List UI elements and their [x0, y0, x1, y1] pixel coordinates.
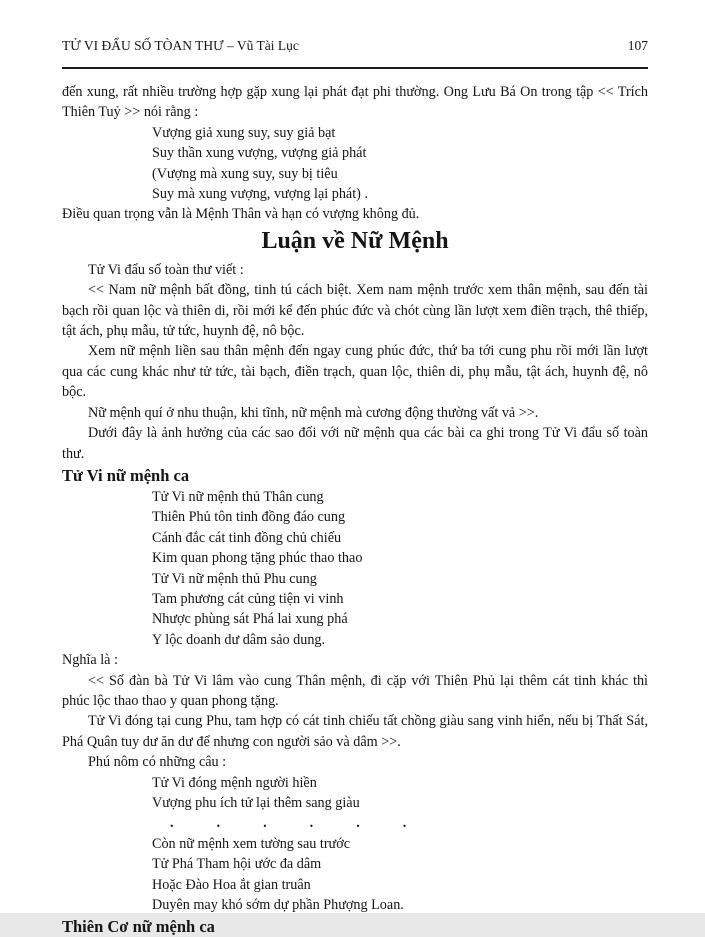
dot: .: [356, 815, 360, 832]
paragraph: Tử Vi đóng tại cung Phu, tam hợp có cát tinh chiếu tất chồng giàu sang vinh hiển, nếu bị Thất Sát, Phá Quân tuy dư ăn dư để nhưng con người sảo và dâm >>.: [62, 713, 648, 750]
paragraph: << Nam nữ mệnh bất đồng, tinh tú cách biệt. Xem nam mệnh trước xem thân mệnh, sau đến tài bạch rồi quan lộc và thiên di, rồi mới kể đến phúc đức và chót cùng lần lượt xem điền trạch, thê thiếp, tật ách, phụ mẫu, tử tức, huynh đệ, nô bộc.: [62, 282, 648, 340]
verse-line: Nhược phùng sát Phá lai xung phá: [152, 611, 348, 628]
verse-line: Vượng phu ích tử lại thêm sang giàu: [152, 795, 360, 811]
page-body: [62, 82, 648, 937]
verse-line: Duyên may khó sớm dự phần Phượng Loan.: [152, 897, 404, 914]
tu-vi-ca-verse-block: [152, 487, 648, 650]
verse-line: Cánh đắc cát tinh đồng chủ chiếu: [152, 529, 342, 546]
verse-line: Tử Vi đóng mệnh người hiền: [152, 774, 317, 791]
page-number: 107: [627, 38, 648, 53]
dotted-separator: [170, 813, 648, 833]
sub-heading-tu-vi-ca: Tử Vi nữ mệnh ca: [62, 465, 190, 485]
sub-heading-thien-co-ca: Thiên Cơ nữ mệnh ca: [62, 917, 215, 937]
header-rule: [62, 67, 648, 69]
verse-line: Thiên Phủ tôn tinh đồng đáo cung: [152, 509, 346, 526]
paragraph: Xem nữ mệnh liền sau thân mệnh đến ngay cung phúc đức, thứ ba tới cung phu rồi mới lần lượt qua các cung khác như tử tức, tài bạch, điền trạch, quan lộc, thiên di, phụ mẫu, tật ách, huynh đệ, nô bộc.: [62, 343, 648, 401]
verse-line: Còn nữ mệnh xem tường sau trước: [152, 835, 351, 852]
verse-line: Suy mà xung vượng, vượng lại phát) .: [152, 186, 368, 203]
verse-line: Suy thần xung vượng, vượng giả phát: [152, 145, 367, 162]
section-heading: Luận về Nữ Mệnh: [261, 227, 449, 254]
paragraph-intro: đến xung, rất nhiều trường hợp gặp xung lại phát đạt phi thường. Ong Lưu Bá On trong tập << Trích Thiên Tuỷ >> nói rằng :: [62, 84, 648, 121]
dot: .: [402, 815, 407, 832]
dot: .: [263, 815, 267, 832]
verse-line: Tử Phá Tham hội ước đa dâm: [152, 856, 322, 873]
running-header-title: TỬ VI ĐẨU SỐ TÒAN THƯ – Vũ Tài Lục: [62, 38, 299, 53]
verse-line: Vượng giả xung suy, suy giả bạt: [152, 124, 336, 141]
dot: .: [309, 815, 314, 832]
paragraph-phu-nom-label: Phú nôm có những câu :: [88, 754, 227, 771]
running-header: [62, 38, 648, 54]
verse-line: Kim quan phong tặng phúc thao thao: [152, 550, 363, 567]
verse-line: Hoặc Đào Hoa ắt gian truân: [152, 876, 311, 893]
phu-nom-verse-block-a: [152, 773, 648, 814]
verse-line: (Vượng mà xung suy, suy bị tiêu: [152, 165, 338, 182]
paragraph-nghia-label: Nghĩa là :: [62, 652, 118, 669]
paragraph: Nữ mệnh quí ở nhu thuận, khi tĩnh, nữ mệnh mà cương động thường vất vả >>.: [88, 404, 539, 421]
verse-line: Tử Vi nữ mệnh thủ Thân cung: [152, 488, 324, 505]
dot: .: [216, 815, 221, 832]
verse-line: Tam phương cát củng tiện vi vinh: [152, 590, 344, 607]
phu-nom-verse-block-b: [152, 834, 648, 916]
intro-verse-block: [152, 123, 648, 205]
dot: .: [170, 815, 174, 832]
verse-line: Tử Vi nữ mệnh thủ Phu cung: [152, 570, 317, 587]
paragraph: Tử Vi đẩu số toàn thư viết :: [88, 261, 244, 278]
paragraph: << Số đàn bà Tử Vi lâm vào cung Thân mệnh, đi cặp với Thiên Phủ lại thêm cát tinh khác thì phúc lộc thao thao y quan phong tặng.: [62, 672, 648, 709]
paragraph: Dưới đây là ảnh hưởng của các sao đối với nữ mệnh qua các bài ca ghi trong Tử Vi đẩu số toàn thư.: [62, 425, 648, 462]
paragraph: Điều quan trọng vẫn là Mệnh Thân và hạn có vượng không đủ.: [62, 206, 420, 223]
verse-line: Y lộc doanh dư dâm sảo dung.: [152, 631, 326, 648]
